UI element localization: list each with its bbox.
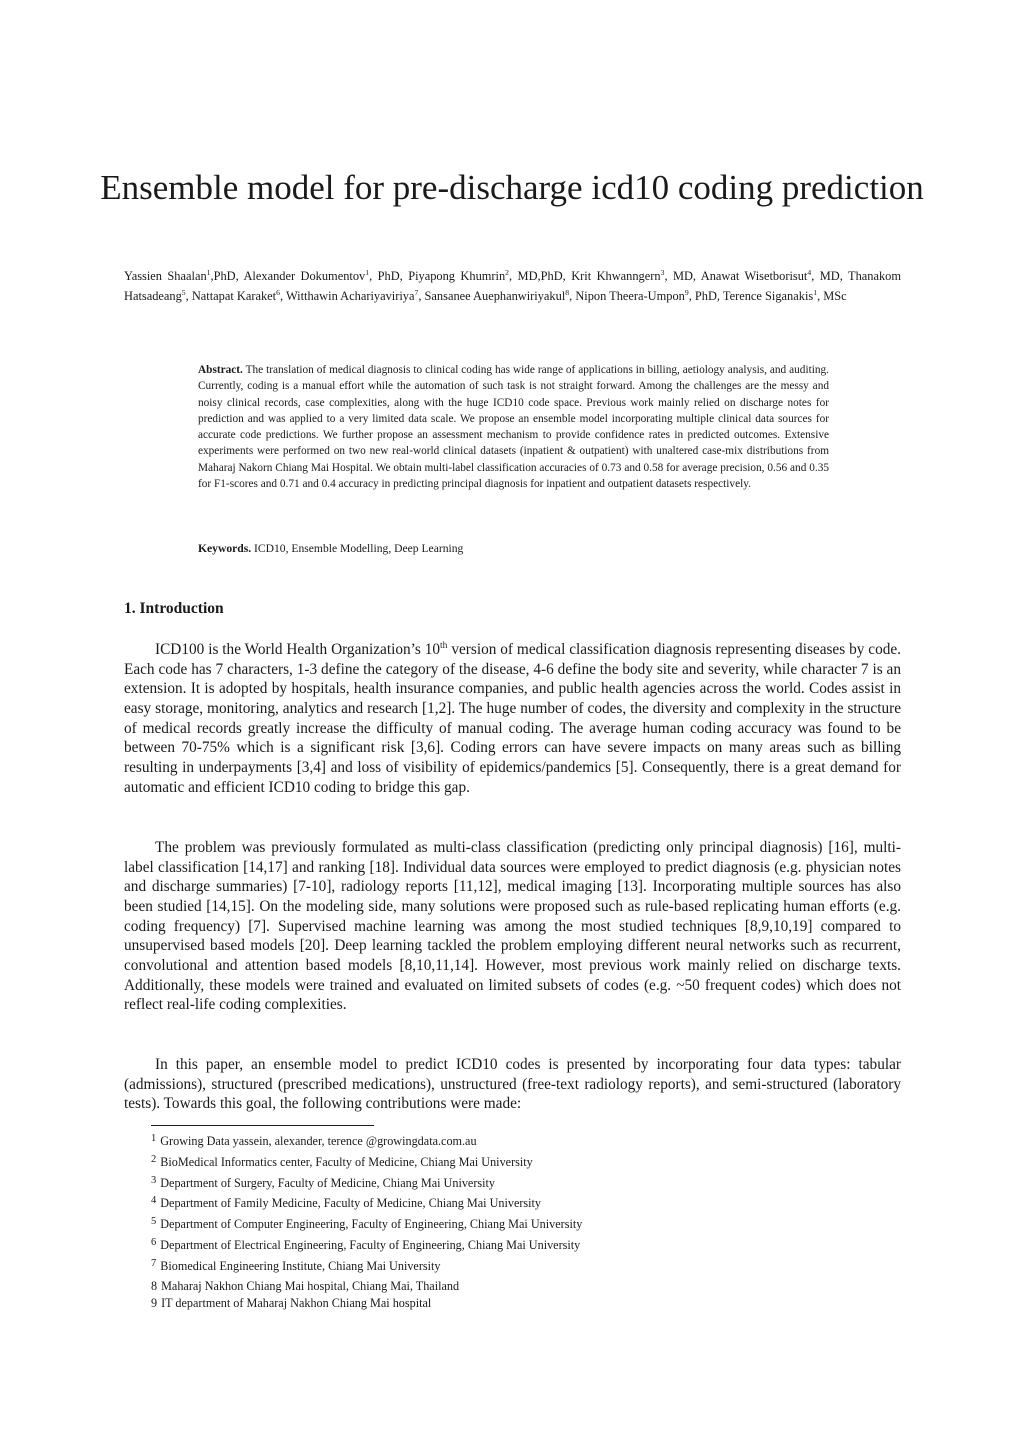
footnote: 3 Department of Surgery, Faculty of Medicine, Chiang Mai University <box>151 1174 495 1190</box>
keywords <box>198 541 829 557</box>
intro-paragraph-2: The problem was previously formulated as multi-class classification (predicting only principal diagnosis) [16], multi-label classification [14,17] and ranking [18]. Individual data sources were employed to predict diagnosis (e.g. physician notes and discharge summaries) [7-10], radiology reports [11,12], medical imaging [13]. Incorporating multiple sources has also been studied [14,15]. On the modeling side, many solutions were proposed such as rule-based replicating human efforts (e.g. coding frequency) [7]. Supervised machine learning was among the most studied techniques [8,9,10,19] compared to unsupervised based models [20]. Deep learning tackled the problem employing different neural networks such as recurrent, convolutional and attention based models [8,10,11,14]. However, most previous work mainly relied on discharge texts. Additionally, these models were trained and evaluated on limited subsets of codes (e.g. ~50 frequent codes) which does not reflect real-life coding complexities. <box>124 839 901 1014</box>
author: Yassien Shaalan$^1$,PhD, <box>124 267 244 283</box>
author: Nattapat Karaket$^6$, <box>191 287 286 303</box>
keywords-text: ICD10, Ensemble Modelling, Deep Learning <box>251 542 464 555</box>
abstract-label: Abstract. <box>198 364 243 376</box>
keywords-label: Keywords. <box>198 542 252 555</box>
author: Witthawin Achariyaviriya$^7$, <box>285 287 425 303</box>
footnote: 4 Department of Family Medicine, Faculty of Medicine, Chiang Mai University <box>151 1195 542 1211</box>
footnote: 2 BioMedical Informatics center, Faculty of Medicine, Chiang Mai University <box>151 1153 533 1169</box>
footnote: 9 IT department of Maharaj Nakhon Chiang Mai hospital <box>151 1296 432 1311</box>
intro-paragraph-1: ICD100 is the World Health Organization’s 10th version of medical classification diagnosis representing diseases by code. Each code has 7 characters, 1-3 define the category of the disease, 4-6 define the body site and severity, while character 7 is an extension. It is adopted by hospitals, health insurance companies, and public health agencies across the world. Codes assist in easy storage, monitoring, analytics and research [1,2]. The huge number of codes, the diversity and complexity in the structure of medical records greatly increase the difficulty of manual coding. The average human coding accuracy was found to be between 70-75% which is a significant risk [3,6]. Coding errors can have severe impacts on many areas such as billing resulting in underpayments [3,4] and loss of visibility of epidemics/pandemics [5]. Consequently, there is a great demand for automatic and efficient ICD10 coding to bridge this gap. <box>124 640 901 796</box>
author: Krit Khwanngern$^3$, MD, <box>571 267 701 283</box>
author: Terence Siganakis$^1$, MSc <box>722 287 847 303</box>
footnote: 5 Department of Computer Engineering, Faculty of Engineering, Chiang Mai University <box>151 1216 583 1232</box>
author: Anawat Wisetborisut$^4$, MD, <box>700 267 849 283</box>
author: Thanakom Hatsadeang$^5$, <box>124 269 902 303</box>
abstract-text: The translation of medical diagnosis to clinical coding has wide range of applications in billing, aetiology analysis, and auditing. Currently, coding is a manual effort while the automation of such task is not straight forward. Among the challenges are the messy and noisy clinical records, case complexities, along with the huge ICD10 code space. Previous work mainly relied on discharge notes for prediction and was applied to a very limited data scale. We propose an ensemble model incorporating multiple clinical data sources for accurate code predictions. We further propose an assessment mechanism to provide confidence rates in predicted outcomes. Extensive experiments were performed on two new real-world clinical datasets (inpatient & outpatient) with unaltered case-mix distributions from Maharaj Nakorn Chiang Mai Hospital. We obtain multi-label classification accuracies of 0.73 and 0.58 for average precision, 0.56 and 0.35 for F1-scores and 0.71 and 0.4 accuracy in predicting principal diagnosis for inpatient and outpatient datasets respectively. <box>198 364 829 491</box>
footnote: 1 Growing Data yassein, alexander, terence @growingdata.com.au <box>151 1133 477 1148</box>
footnote: 7 Biomedical Engineering Institute, Chiang Mai University <box>151 1257 441 1273</box>
author: Sansanee Auephanwiriyakul$^8$, <box>424 287 576 303</box>
author: Piyapong Khumrin$^2$, MD,PhD, <box>408 267 572 283</box>
author: Alexander Dokumentov$^1$, PhD, <box>243 267 409 283</box>
footnotes <box>151 1132 911 1313</box>
section-heading-introduction: 1. Introduction <box>124 600 224 617</box>
intro-paragraph-3: In this paper, an ensemble model to predict ICD10 codes is presented by incorporating four data types: tabular (admissions), structured (prescribed medications), unstructured (free-text radiology reports), and semi-structured (laboratory tests). Towards this goal, the following contributions were made: <box>124 1056 901 1113</box>
abstract <box>198 362 829 492</box>
paper-title: Ensemble model for pre-discharge icd10 coding prediction <box>100 168 924 207</box>
author: Nipon Theera-Umpon$^9$, PhD, <box>575 287 723 303</box>
footnote-divider <box>151 1125 374 1126</box>
footnote: 8 Maharaj Nakhon Chiang Mai hospital, Chiang Mai, Thailand <box>151 1278 460 1293</box>
author-list <box>124 266 901 306</box>
footnote: 6 Department of Electrical Engineering, Faculty of Engineering, Chiang Mai University <box>151 1236 581 1252</box>
